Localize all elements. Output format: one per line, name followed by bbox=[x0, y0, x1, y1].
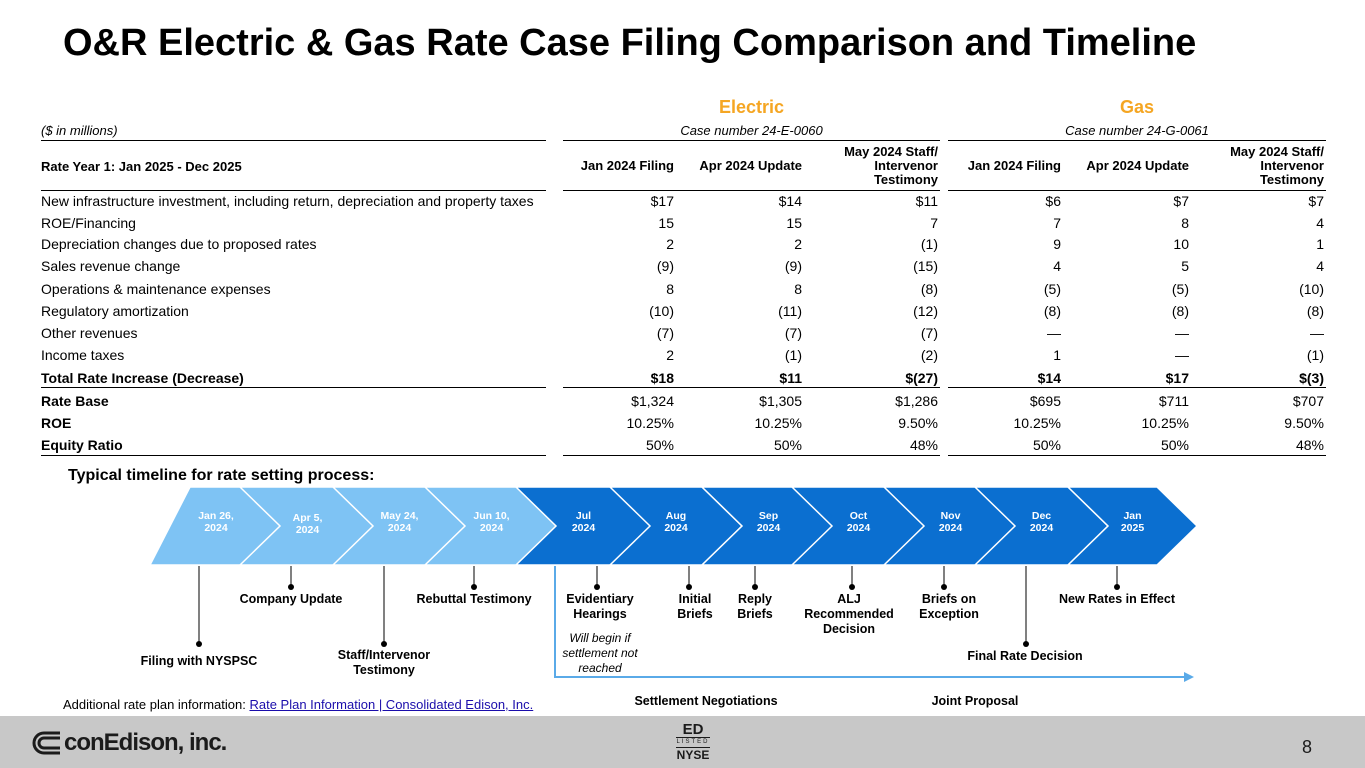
step-line1: Nov bbox=[940, 510, 961, 522]
timeline-step-label bbox=[819, 510, 899, 534]
timeline-step-label bbox=[268, 512, 348, 536]
column-header: May 2024 Staff/ Intervenor Testimony bbox=[1230, 144, 1324, 187]
row-header: Rate Year 1: Jan 2025 - Dec 2025 bbox=[41, 159, 242, 174]
table-cell: (8) bbox=[1043, 303, 1061, 319]
table-cell: 50% bbox=[1032, 437, 1061, 453]
table-cell: 1 bbox=[1053, 347, 1061, 363]
step-line2: 2024 bbox=[756, 522, 781, 534]
event-evidentiary: Evidentiary Hearings bbox=[566, 592, 634, 621]
event-reply-briefs: Reply Briefs bbox=[737, 592, 773, 621]
step-line2: 2024 bbox=[204, 522, 228, 534]
row-label: ROE/Financing bbox=[41, 215, 136, 231]
event-rebuttal: Rebuttal Testimony bbox=[416, 592, 532, 606]
gas-group-title: Gas bbox=[1119, 97, 1155, 117]
step-line1: Jun 10, bbox=[473, 510, 510, 522]
additional-info-prefix: Additional rate plan information: bbox=[63, 697, 246, 712]
table-cell: 50% bbox=[1160, 437, 1189, 453]
table-cell: (1) bbox=[920, 236, 938, 252]
event-company-update: Company Update bbox=[239, 592, 343, 606]
step-line1: Jan bbox=[1123, 510, 1142, 522]
page-title: O&R Electric & Gas Rate Case Filing Comparison and Timeline bbox=[63, 22, 1197, 64]
row-label: Operations & maintenance expenses bbox=[41, 281, 271, 297]
timeline-step-label bbox=[452, 510, 532, 534]
logo-text: conEdison, inc. bbox=[64, 729, 227, 756]
table-cell: $7 bbox=[1308, 193, 1324, 209]
timeline-step-label bbox=[729, 510, 809, 534]
table-cell: $17 bbox=[650, 193, 674, 209]
table-cell: 7 bbox=[930, 215, 938, 231]
rate-plan-link[interactable]: Rate Plan Information | Consolidated Edison, Inc. bbox=[249, 697, 534, 712]
table-cell: (7) bbox=[656, 325, 674, 341]
row-label: Total Rate Increase (Decrease) bbox=[41, 370, 244, 386]
table-cell: $11 bbox=[779, 370, 802, 386]
ticker: ED bbox=[682, 721, 704, 738]
timeline-step-label bbox=[1002, 510, 1082, 534]
step-line2: 2025 bbox=[1120, 522, 1145, 534]
nyse-badge bbox=[672, 722, 714, 762]
timeline-step-label bbox=[636, 510, 716, 534]
row-label: New infrastructure investment, including return, depreciation and property taxes bbox=[41, 193, 534, 209]
nyse-text: NYSE bbox=[676, 748, 710, 762]
step-line2: 2024 bbox=[938, 522, 963, 534]
table-cell: $(27) bbox=[905, 370, 938, 386]
table-cell: — bbox=[1175, 325, 1189, 341]
step-line2: 2024 bbox=[479, 522, 504, 534]
table-cell: (11) bbox=[778, 303, 802, 319]
table-cell: (12) bbox=[913, 303, 938, 319]
step-line2: 2024 bbox=[664, 522, 688, 534]
column-header: Jan 2024 Filing bbox=[580, 158, 674, 173]
table-cell: $707 bbox=[1292, 393, 1324, 409]
step-line2: 2024 bbox=[846, 522, 871, 534]
table-cell: 2 bbox=[666, 236, 674, 252]
column-header: Apr 2024 Update bbox=[1086, 158, 1189, 173]
units-note: ($ in millions) bbox=[41, 123, 118, 138]
table-cell: 9.50% bbox=[1284, 415, 1324, 431]
table-cell: 1 bbox=[1316, 236, 1324, 252]
footer-bar bbox=[0, 716, 1365, 768]
table-cell: (10) bbox=[649, 303, 674, 319]
table-cell: $17 bbox=[1165, 370, 1189, 386]
event-staff-testimony: Staff/Intervenor Testimony bbox=[337, 648, 431, 677]
table-cell: 10 bbox=[1173, 236, 1189, 252]
step-line1: Aug bbox=[665, 510, 687, 522]
table-cell: 9 bbox=[1053, 236, 1061, 252]
electric-group-title: Electric bbox=[718, 97, 785, 117]
table-cell: 2 bbox=[794, 236, 802, 252]
step-line2: 2024 bbox=[571, 522, 596, 534]
table-cell: (5) bbox=[1043, 281, 1061, 297]
table-cell: $11 bbox=[915, 193, 938, 209]
step-line1: Dec bbox=[1031, 510, 1052, 522]
table-cell: 5 bbox=[1181, 258, 1189, 274]
row-label: ROE bbox=[41, 415, 72, 431]
table-cell: (9) bbox=[784, 258, 802, 274]
table-cell: $7 bbox=[1173, 193, 1189, 209]
table-cell: — bbox=[1047, 325, 1061, 341]
table-cell: (15) bbox=[913, 258, 938, 274]
step-line1: Apr 5, bbox=[292, 512, 323, 524]
page-number: 8 bbox=[1302, 737, 1313, 757]
gas-case-number: Case number 24-G-0061 bbox=[1065, 123, 1209, 138]
evidentiary-note: Will begin if settlement not reached bbox=[562, 631, 638, 675]
additional-info bbox=[63, 697, 533, 712]
joint-proposal-label: Joint Proposal bbox=[931, 694, 1019, 708]
row-label: Other revenues bbox=[41, 325, 138, 341]
table-cell: 15 bbox=[786, 215, 802, 231]
event-initial-briefs: Initial Briefs bbox=[677, 592, 713, 621]
table-cell: 7 bbox=[1053, 215, 1061, 231]
logo-mark-icon bbox=[30, 729, 64, 757]
table-cell: $1,324 bbox=[631, 393, 674, 409]
table-cell: (1) bbox=[1306, 347, 1324, 363]
timeline-step-label bbox=[176, 510, 256, 534]
table-cell: $14 bbox=[1037, 370, 1061, 386]
table-cell: $711 bbox=[1158, 393, 1189, 409]
step-line2: 2024 bbox=[295, 524, 320, 536]
table-cell: $6 bbox=[1045, 193, 1061, 209]
table-cell: $695 bbox=[1029, 393, 1061, 409]
timeline-step-label bbox=[544, 510, 624, 534]
timeline-heading: Typical timeline for rate setting process: bbox=[68, 467, 375, 484]
table-cell: 15 bbox=[658, 215, 674, 231]
table-cell: 8 bbox=[666, 281, 674, 297]
event-new-rates: New Rates in Effect bbox=[1058, 592, 1175, 606]
table-cell: 10.25% bbox=[626, 415, 674, 431]
row-label: Sales revenue change bbox=[41, 258, 181, 274]
column-header: Jan 2024 Filing bbox=[967, 158, 1061, 173]
row-label: Regulatory amortization bbox=[41, 303, 189, 319]
table-cell: (1) bbox=[784, 347, 802, 363]
row-label: Equity Ratio bbox=[41, 437, 123, 453]
table-cell: 8 bbox=[1181, 215, 1189, 231]
table-cell: 10.25% bbox=[1013, 415, 1061, 431]
table-cell: 2 bbox=[666, 347, 674, 363]
table-cell: 9.50% bbox=[898, 415, 938, 431]
table-cell: — bbox=[1175, 347, 1189, 363]
table-cell: $(3) bbox=[1299, 370, 1324, 386]
table-cell: — bbox=[1310, 325, 1324, 341]
event-final-decision: Final Rate Decision bbox=[967, 649, 1083, 663]
table-cell: (10) bbox=[1299, 281, 1324, 297]
table-cell: 4 bbox=[1316, 258, 1324, 274]
step-line1: Jul bbox=[575, 510, 592, 522]
step-line1: Jan 26, bbox=[198, 510, 234, 522]
event-filing: Filing with NYSPSC bbox=[140, 654, 258, 668]
column-header: May 2024 Staff/ Intervenor Testimony bbox=[844, 144, 938, 187]
table-cell: (8) bbox=[1306, 303, 1324, 319]
table-cell: 4 bbox=[1053, 258, 1061, 274]
event-briefs-exception: Briefs on Exception bbox=[919, 592, 979, 621]
timeline-step-label bbox=[1093, 510, 1173, 534]
column-header: Apr 2024 Update bbox=[699, 158, 802, 173]
timeline-step-label bbox=[360, 510, 440, 534]
step-line2: 2024 bbox=[387, 522, 412, 534]
row-label: Income taxes bbox=[41, 347, 125, 363]
settlement-label: Settlement Negotiations bbox=[634, 694, 778, 708]
step-line1: Oct bbox=[849, 510, 868, 522]
table-cell: $1,286 bbox=[895, 393, 938, 409]
table-cell: 50% bbox=[645, 437, 674, 453]
table-cell: 8 bbox=[794, 281, 802, 297]
table-cell: $1,305 bbox=[759, 393, 802, 409]
row-label: Rate Base bbox=[41, 393, 109, 409]
electric-case-number: Case number 24-E-0060 bbox=[680, 123, 823, 138]
step-line2: 2024 bbox=[1029, 522, 1054, 534]
table-cell: $14 bbox=[778, 193, 802, 209]
table-cell: (2) bbox=[920, 347, 938, 363]
table-cell: 4 bbox=[1316, 215, 1324, 231]
table-cell: (5) bbox=[1171, 281, 1189, 297]
table-cell: (7) bbox=[784, 325, 802, 341]
table-cell: 10.25% bbox=[754, 415, 802, 431]
table-cell: (9) bbox=[656, 258, 674, 274]
listed-text: LISTED bbox=[676, 737, 710, 748]
table-cell: (8) bbox=[1171, 303, 1189, 319]
timeline-step-label bbox=[911, 510, 991, 534]
table-cell: 48% bbox=[909, 437, 938, 453]
row-label: Depreciation changes due to proposed rates bbox=[41, 236, 317, 252]
table-cell: 10.25% bbox=[1141, 415, 1189, 431]
step-line1: May 24, bbox=[380, 510, 419, 522]
table-cell: $18 bbox=[650, 370, 674, 386]
table-cell: 48% bbox=[1295, 437, 1324, 453]
step-line1: Sep bbox=[758, 510, 779, 522]
table-cell: (7) bbox=[920, 325, 938, 341]
table-cell: 50% bbox=[773, 437, 802, 453]
event-alj-decision: ALJ Recommended Decision bbox=[804, 592, 894, 636]
table-cell: (8) bbox=[920, 281, 938, 297]
